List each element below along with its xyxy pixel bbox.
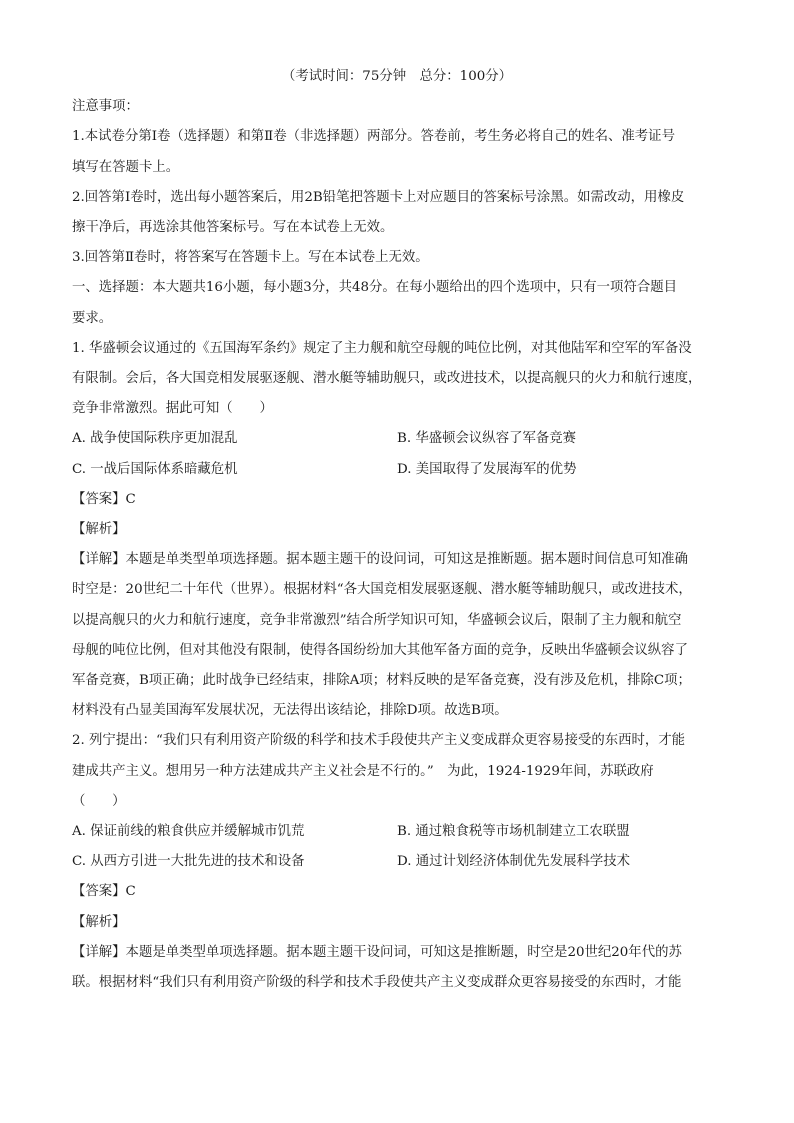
q2-stem: （ ）	[72, 793, 126, 809]
q1-detail: 母舰的吨位比例，但对其他没有限制，使得各国纷纷加大其他军备方面的竞争，反映出华盛顿会议纵容了	[72, 642, 688, 658]
section-heading: 一、选择题：本大题共16小题，每小题3分，共48分。在每小题给出的四个选项中，只有一项符合题目	[72, 280, 678, 296]
notice-title: 注意事项：	[72, 99, 139, 115]
q1-detail: 材料没有凸显美国海军发展状况，无法得出该结论，排除D项。故选B项。	[72, 703, 508, 719]
notice-line: 1.本试卷分第Ⅰ卷（选择题）和第Ⅱ卷（非选择题）两部分。答卷前，考生务必将自己的姓名、准考证号	[72, 129, 675, 145]
q2-option-a[interactable]: A. 保证前线的粮食供应并缓解城市饥荒	[72, 824, 305, 840]
q2-option-c[interactable]: C. 从西方引进一大批先进的技术和设备	[72, 854, 305, 870]
q1-answer: 【答案】C	[72, 491, 136, 507]
notice-line: 2.回答第Ⅰ卷时，选出每小题答案后，用2B铅笔把答题卡上对应题目的答案标号涂黑。如需改动，用橡皮	[72, 189, 685, 205]
q1-option-b[interactable]: B. 华盛顿会议纵容了军备竞赛	[397, 431, 577, 447]
q2-analysis-title: 【解析】	[72, 914, 126, 930]
q1-options-row	[72, 455, 722, 485]
q1-options-row	[72, 424, 722, 454]
exam-header: （考试时间：75分钟 总分：100分）	[281, 69, 513, 84]
q2-stem: 2. 列宁提出：“我们只有利用资产阶级的科学和技术手段使共产主义变成群众更容易接受的东西时，才能	[72, 733, 686, 749]
q2-stem: 建成共产主义。想用另一种方法建成共产主义社会是不行的。” 为此，1924-1929年间，苏联政府	[72, 763, 654, 779]
q1-option-c[interactable]: C. 一战后国际体系暗藏危机	[72, 461, 238, 477]
q1-detail: 军备竞赛，B项正确；此时战争已经结束，排除A项；材料反映的是军备竞赛，没有涉及危机，排除C项；	[72, 673, 691, 689]
q2-option-d[interactable]: D. 通过计划经济体制优先发展科学技术	[397, 854, 631, 870]
q1-detail: 以提高舰只的火力和航行速度，竞争非常激烈”结合所学知识可知，华盛顿会议后，限制了主力舰和航空	[72, 612, 682, 628]
q1-analysis-title: 【解析】	[72, 522, 126, 538]
q1-detail: 时空是：20世纪二十年代（世界）。根据材料“各大国竞相发展驱逐舰、潜水艇等辅助舰只，或改进技术，	[72, 582, 692, 598]
q1-option-a[interactable]: A. 战争使国际秩序更加混乱	[72, 431, 238, 447]
notice-line: 擦干净后，再选涂其他答案标号。写在本试卷上无效。	[72, 220, 394, 236]
notice-line: 填写在答题卡上。	[72, 159, 180, 175]
q1-stem: 1. 华盛顿会议通过的《五国海军条约》规定了主力舰和航空母舰的吨位比例，对其他陆军和空军的军备没	[72, 340, 692, 356]
q2-detail: 【详解】本题是单类型单项选择题。据本题主题干设问词，可知这是推断题，时空是20世纪20年代的苏	[72, 944, 682, 960]
q2-options-row	[72, 817, 722, 847]
exam-page	[72, 62, 722, 998]
q1-stem: 有限制。会后，各大国竞相发展驱逐舰、潜水艇等辅助舰只，或改进技术，以提高舰只的火力和航行速度，	[72, 371, 702, 387]
q1-option-d[interactable]: D. 美国取得了发展海军的优势	[397, 461, 577, 477]
q1-detail: 【详解】本题是单类型单项选择题。据本题主题干的设问词，可知这是推断题。据本题时间信息可知准确	[72, 552, 688, 568]
notice-line: 3.回答第Ⅱ卷时，将答案写在答题卡上。写在本试卷上无效。	[72, 250, 429, 266]
q2-detail: 联。根据材料“我们只有利用资产阶级的科学和技术手段使共产主义变成群众更容易接受的东西时，才能	[72, 975, 682, 991]
section-heading: 要求。	[72, 310, 113, 326]
q2-answer: 【答案】C	[72, 884, 136, 900]
q1-stem: 竞争非常激烈。据此可知（ ）	[72, 401, 273, 417]
q2-option-b[interactable]: B. 通过粮食税等市场机制建立工农联盟	[397, 824, 630, 840]
q2-options-row	[72, 847, 722, 877]
